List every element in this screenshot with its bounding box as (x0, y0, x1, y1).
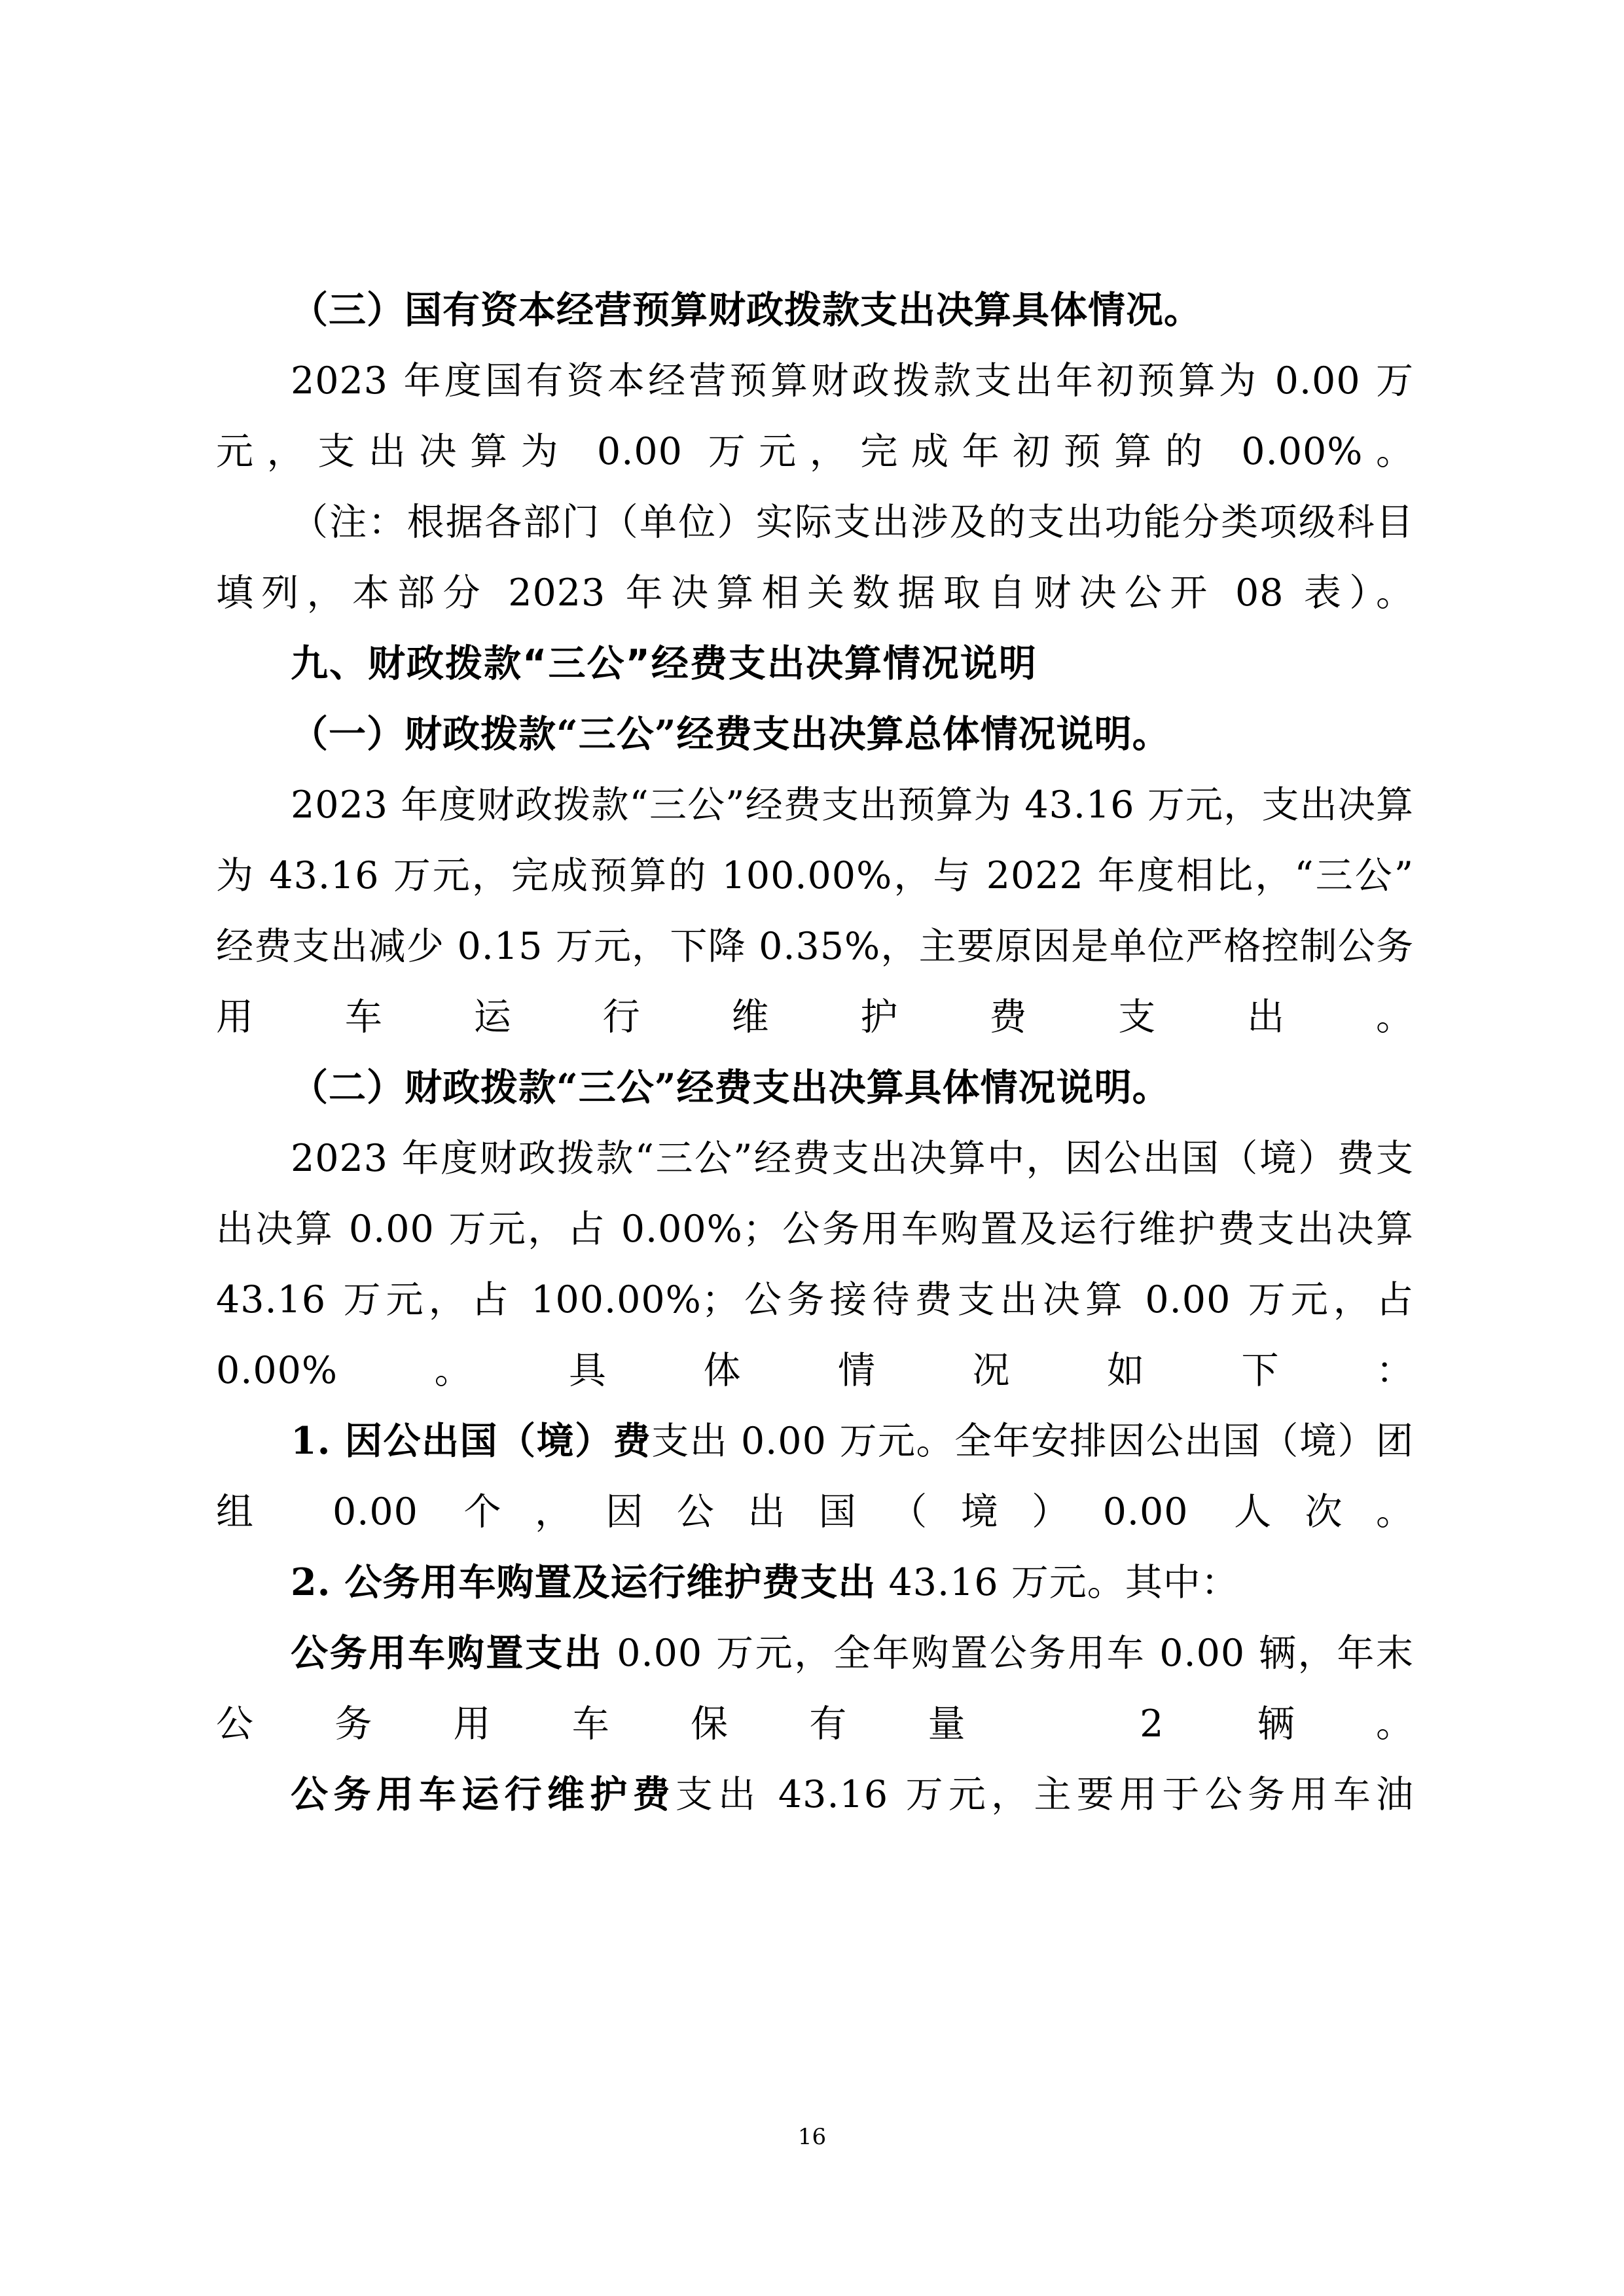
paragraph-state-capital-budget: 2023 年度国有资本经营预算财政拨款支出年初预算为 0.00 万元，支出决算为 0.00 万元，完成年初预算的 0.00%。 (216, 359, 1414, 473)
paragraph-note-08: （注：根据各部门（单位）实际支出涉及的支出功能分类项级科目填列，本部分 2023 年决算相关数据取自财决公开 08 表）。 (216, 501, 1414, 615)
vehicle-maintenance-lead: 公务用车运行维护费 (291, 1772, 676, 1816)
item-2-text: 43.16 万元。其中： (876, 1561, 1239, 1604)
subsection-heading-one: （一）财政拨款“三公”经费支出决算总体情况说明。 (291, 712, 1170, 756)
document-body (216, 275, 1414, 1830)
paragraph-three-public-overall: 2023 年度财政拨款“三公”经费支出预算为 43.16 万元，支出决算为 43.16 万元，完成预算的 100.00%，与 2022 年度相比，“三公”经费支出减少 0.15 万元，下降 0.35%，主要原因是单位严格控制公务用车运行维护费支出。 (216, 783, 1414, 1039)
item-1-text: 支出 0.00 万元。全年安排因公出国（境）团组 0.00 个，因公出国（境）0.00 人次。 (216, 1420, 1414, 1534)
page-number: 16 (797, 2124, 827, 2150)
section-heading-nine: 九、财政拨款“三公”经费支出决算情况说明 (291, 642, 1038, 685)
paragraph-three-public-detail: 2023 年度财政拨款“三公”经费支出决算中，因公出国（境）费支出决算 0.00 万元，占 0.00%；公务用车购置及运行维护费支出决算 43.16 万元，占 100.00%；公务接待费支出决算 0.00 万元，占 0.00%。具体情况如下： (216, 1137, 1414, 1392)
paragraph-vehicle-purchase (216, 1618, 1414, 1759)
vehicle-maintenance-text: 支出 43.16 万元，主要用于公务用车油 (675, 1773, 1414, 1816)
subsection-heading-two: （二）财政拨款“三公”经费支出决算具体情况说明。 (291, 1066, 1170, 1109)
vehicle-purchase-text: 0.00 万元，全年购置公务用车 0.00 辆，年末公务用车保有量 2 辆。 (216, 1632, 1414, 1746)
paragraph-item-2-vehicle (216, 1547, 1414, 1618)
vehicle-purchase-lead: 公务用车购置支出 (291, 1631, 604, 1675)
section-heading-3: （三）国有资本经营预算财政拨款支出决算具体情况。 (291, 288, 1202, 332)
item-2-lead: 2. 公务用车购置及运行维护费支出 (291, 1560, 876, 1604)
paragraph-item-1-abroad (216, 1406, 1414, 1547)
paragraph-vehicle-maintenance (216, 1759, 1414, 1830)
item-1-lead: 1. 因公出国（境）费 (291, 1419, 652, 1463)
